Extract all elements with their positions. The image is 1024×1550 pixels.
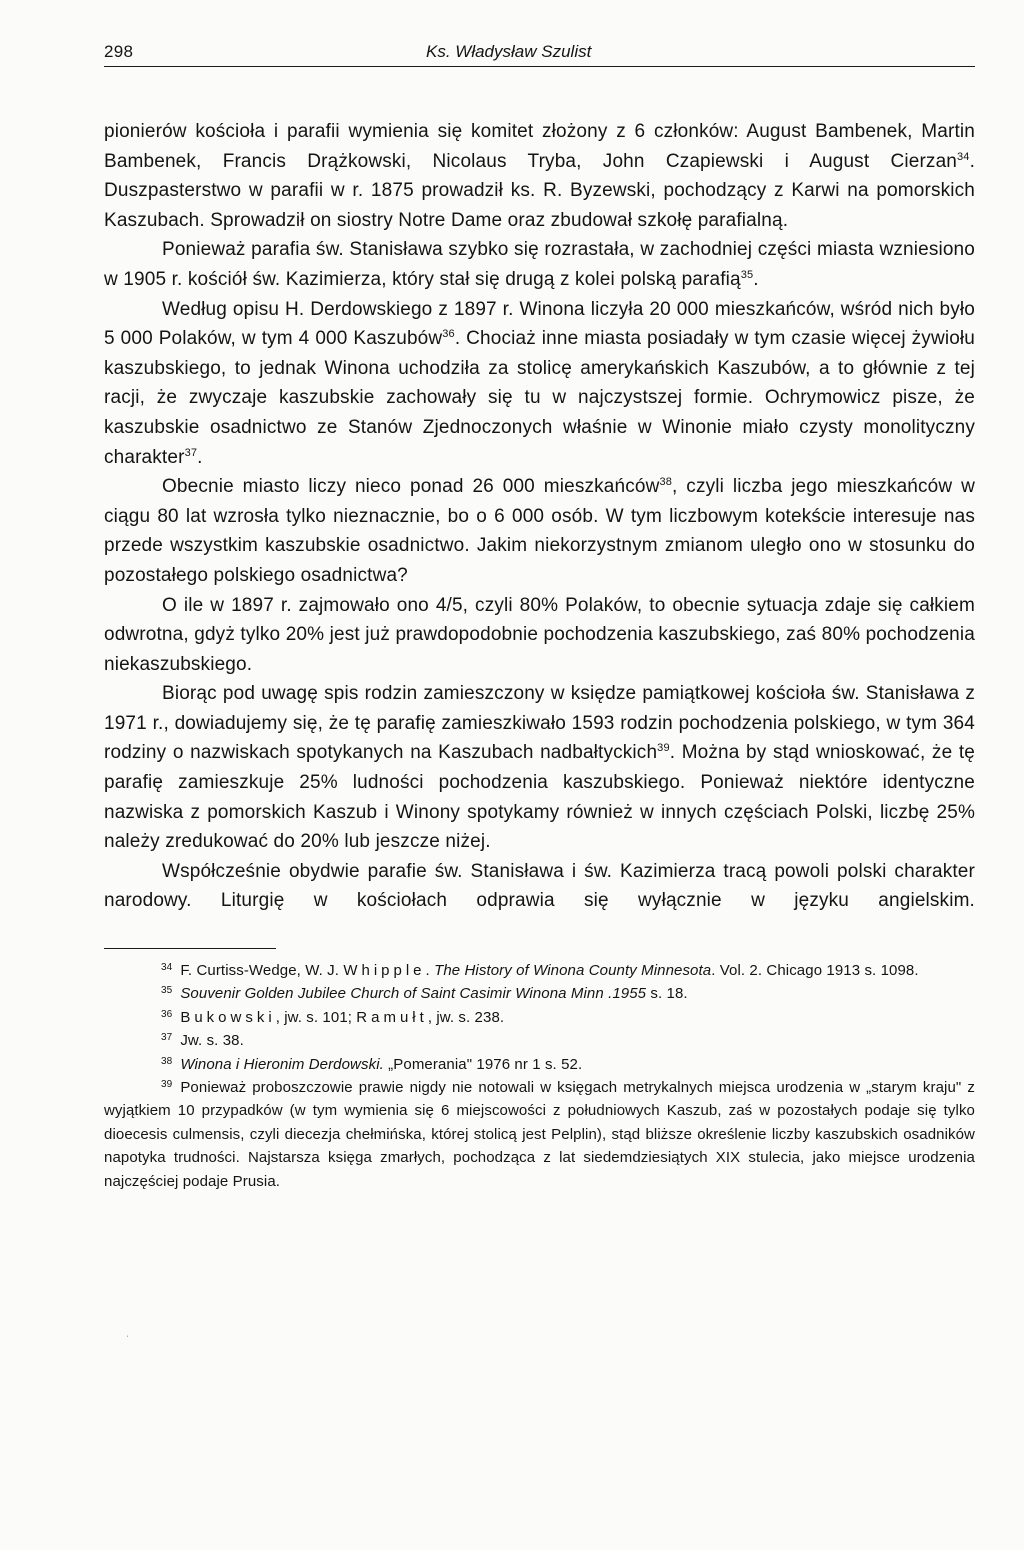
text-run: . Można by stąd wnioskować, że tę parafię zamieszkuje 25% ludności pochodzenia kaszubskiego. Ponieważ niektóre identyczne nazwiska z pomorskich Kaszub i Winony spotykamy również w innych częściach Polski, liczbę 25% należy zredukować do 20% lub jeszcze niżej. [104, 742, 975, 853]
page-header [104, 40, 975, 67]
spaced-author: Ramułt [356, 1008, 428, 1026]
italic-text: The History of Winona County Minnesota [434, 962, 712, 980]
footnote-ref: 37 [184, 446, 198, 459]
text-run: . Chociaż inne miasta posiadały w tym czasie więcej żywiołu kaszubskiego, to jednak Winona uchodziła za stolicę amerykańskich Kaszubów, a to głównie z tej racji, że zwyczaje kaszubskie zachowały się tu w najczystszej formie. Ochrymowicz pisze, że kaszubskie osadnictwo ze Stanów Zjednoczonych właśnie w Winonie miało czysty monolityczny charakter [104, 328, 976, 468]
footnote [104, 959, 975, 982]
running-title: Ks. Władysław Szulist [426, 42, 592, 61]
footnote-number: 35 [161, 985, 173, 997]
text-run: . [753, 268, 759, 290]
body-text [104, 117, 975, 916]
footnote-ref: 36 [442, 328, 455, 341]
footnote [104, 982, 975, 1005]
text-run: Według opisu H. Derdowskiego z 1897 r. Winona liczyła 20 000 mieszkańców, wśród nich było 5 000 Polaków, w tym 4 000 Kaszubów [104, 298, 975, 350]
footnote-number: 36 [161, 1008, 173, 1020]
italic-text: Souvenir Golden Jubilee Church of Saint Casimir Winona Minn .1955 [180, 985, 647, 1003]
text-run: . [425, 962, 435, 980]
text-run: O ile w 1897 r. zajmowało ono 4/5, czyli 80% Polaków, to obecnie sytuacja zdaje się całkiem odwrotna, gdyż tylko 20% jest już prawdopodobnie pochodzenia kaszubskiego, zaś 80% pochodzenia niekaszubskiego. [104, 594, 975, 675]
paragraph [104, 857, 975, 916]
footnote-number: 34 [161, 962, 173, 974]
text-run: Jw. s. 38. [180, 1032, 244, 1050]
text-run: , czyli liczba jego mieszkańców w ciągu 80 lat wzrosła tylko nieznacznie, bo o 6 000 osób. W tym liczbowym kotekście interesuje nas przede wszystkim kaszubskie osadnictwo. Jakim niekorzystnym zmianom uległo ono w stosunku do pozostałego polskiego osadnictwa? [104, 476, 975, 586]
text-run: Biorąc pod uwagę spis rodzin zamieszczony w księdze pamiątkowej kościoła św. Stanisława z 1971 r., dowiadujemy się, że tę parafię zamieszkiwało 1593 rodzin pochodzenia polskiego, w tym 364 rodziny o nazwiskach spotykanych na Kaszubach nadbałtyckich [104, 683, 975, 764]
footnote-ref: 34 [957, 150, 970, 163]
page-number: 298 [104, 42, 134, 61]
paragraph [104, 591, 975, 680]
document-page [104, 40, 975, 1193]
paragraph [104, 679, 975, 857]
text-run: Obecnie miasto liczy nieco ponad 26 000 mieszkańców [162, 476, 660, 498]
footnote-number: 37 [161, 1032, 173, 1044]
text-run: pionierów kościoła i parafii wymienia się komitet złożony z 6 członków: August Bambenek, Martin Bambenek, Francis Drążkowski, Nicolaus Tryba, John Czapiewski i August Cierzan [104, 121, 975, 172]
text-run: F. Curtiss-Wedge, W. J. [180, 962, 344, 980]
paragraph [104, 117, 975, 235]
footnote-ref: 39 [657, 742, 670, 755]
footnote-number: 39 [161, 1079, 173, 1091]
footnote-number: 38 [161, 1055, 173, 1067]
footnote [104, 1006, 975, 1029]
text-run: Ponieważ proboszczowie prawie nigdy nie notowali w księgach metrykalnych miejsca urodzenia w „starym kraju" z wyjątkiem 10 przypadków (w tym wymienia się 6 miejscowości z południowych Kaszub, zaś w pozostałych podaje się tylko dioecesis culmensis, czyli diecezja chełmińska, której stolicą jest Pelplin), stąd bliższe określenie liczby kaszubskich osadników napotyka trudności. Najstarsza księga zmarłych, pochodząca z lat siedemdziesiątych XIX stulecia, jako miejsce urodzenia najczęściej podaje Prusia. [104, 1079, 975, 1190]
text-run: . Vol. 2. Chicago 1913 s. 1098. [711, 962, 919, 980]
footnote [104, 1029, 975, 1052]
scan-mark: ˌ [126, 1327, 129, 1337]
text-run: Współcześnie obydwie parafie św. Stanisława i św. Kazimierza tracą powoli polski charakter narodowy. Liturgię w kościołach odprawia się wyłącznie w języku angielskim. [104, 860, 975, 912]
footnotes [104, 959, 975, 1193]
text-run: , jw. s. 101; [275, 1008, 357, 1026]
spaced-author: Whipple [343, 962, 426, 980]
text-run: . [197, 446, 203, 468]
text-run: . Duszpasterstwo w parafii w r. 1875 prowadził ks. R. Byzewski, pochodzący z Karwi na pomorskich Kaszubach. Sprowadził on siostry Notre Dame oraz zbudował szkołę parafialną. [104, 150, 975, 231]
footnote-ref: 35 [740, 268, 754, 281]
paragraph [104, 472, 975, 590]
text-run: Ponieważ parafia św. Stanisława szybko się rozrastała, w zachodniej części miasta wzniesiono w 1905 r. kościół św. Kazimierza, który stał się drugą z kolei polską parafią [104, 239, 975, 290]
footnote [104, 1053, 975, 1076]
footnote [104, 1076, 975, 1193]
text-run: „Pomerania" 1976 nr 1 s. 52. [383, 1055, 583, 1073]
italic-text: Winona i Hieronim Derdowski. [180, 1055, 384, 1073]
spaced-author: Bukowski [180, 1008, 276, 1026]
footnote-divider [104, 948, 276, 949]
paragraph [104, 295, 975, 473]
text-run: , jw. s. 238. [427, 1008, 505, 1026]
text-run: s. 18. [646, 985, 688, 1003]
footnote-ref: 38 [659, 476, 672, 489]
paragraph [104, 235, 975, 294]
